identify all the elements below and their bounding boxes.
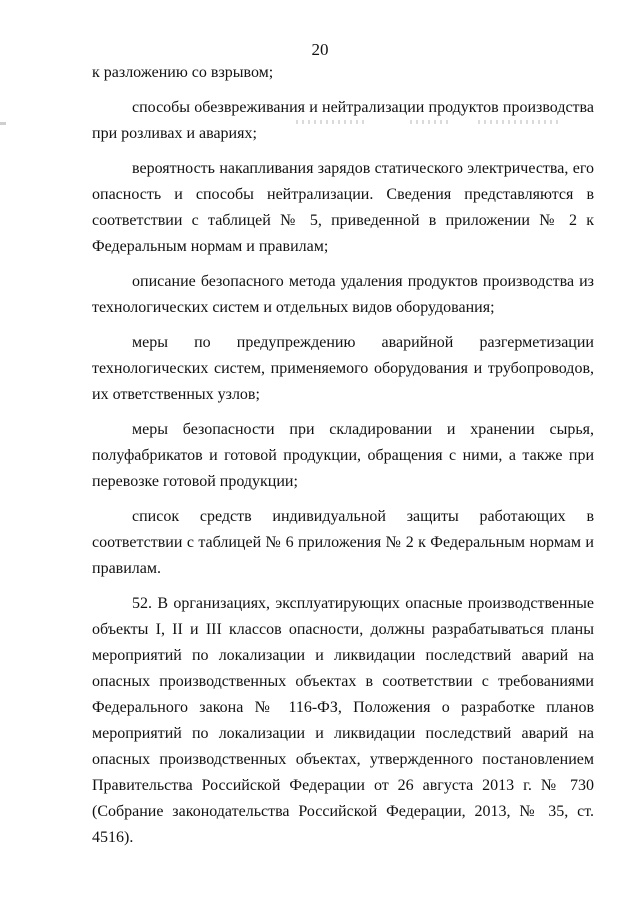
paragraph-clause-52: 52. В организациях, эксплуатирующих опасные производственные объекты I, II и III классов опасности, должны разрабатываться планы мероприятий по локализации и ликвидации последствий аварий на опасных производственных объектах в соответствии с требованиями Федерального закона № 116-ФЗ, Положения о разработке планов мероприятий по локализации и ликвидации последствий аварий на опасных производственных объектах, утвержденного постановлением Правительства Российской Федерации от 26 августа 2013 г. № 730 (Собрание законодательства Российской Федерации, 2013, № 35, ст. 4516).: [92, 595, 594, 846]
document-body: [92, 60, 594, 851]
paragraph: меры безопасности при складировании и хранении сырья, полуфабрикатов и готовой продукции, обращения с ними, а также при перевозке готовой продукции;: [92, 421, 594, 490]
paragraph: описание безопасного метода удаления продуктов производства из технологических систем и отдельных видов оборудования;: [92, 273, 594, 316]
paragraph: вероятность накапливания зарядов статического электричества, его опасность и способы нейтрализации. Сведения представляются в соответствии с таблицей № 5, приведенной в приложении № 2 к Федеральным нормам и правилам;: [92, 160, 594, 255]
paragraph: способы обезвреживания и нейтрализации продуктов производства при розливах и авариях;: [92, 99, 594, 142]
paragraph: к разложению со взрывом;: [92, 64, 274, 81]
paragraph: меры по предупреждению аварийной разгерметизации технологических систем, применяемого оборудования и трубопроводов, их ответственных узлов;: [92, 334, 594, 403]
scan-artifact: [0, 122, 6, 125]
page-number: 20: [311, 40, 329, 59]
paragraph: список средств индивидуальной защиты работающих в соответствии с таблицей № 6 приложения № 2 к Федеральным нормам и правилам.: [92, 508, 594, 577]
